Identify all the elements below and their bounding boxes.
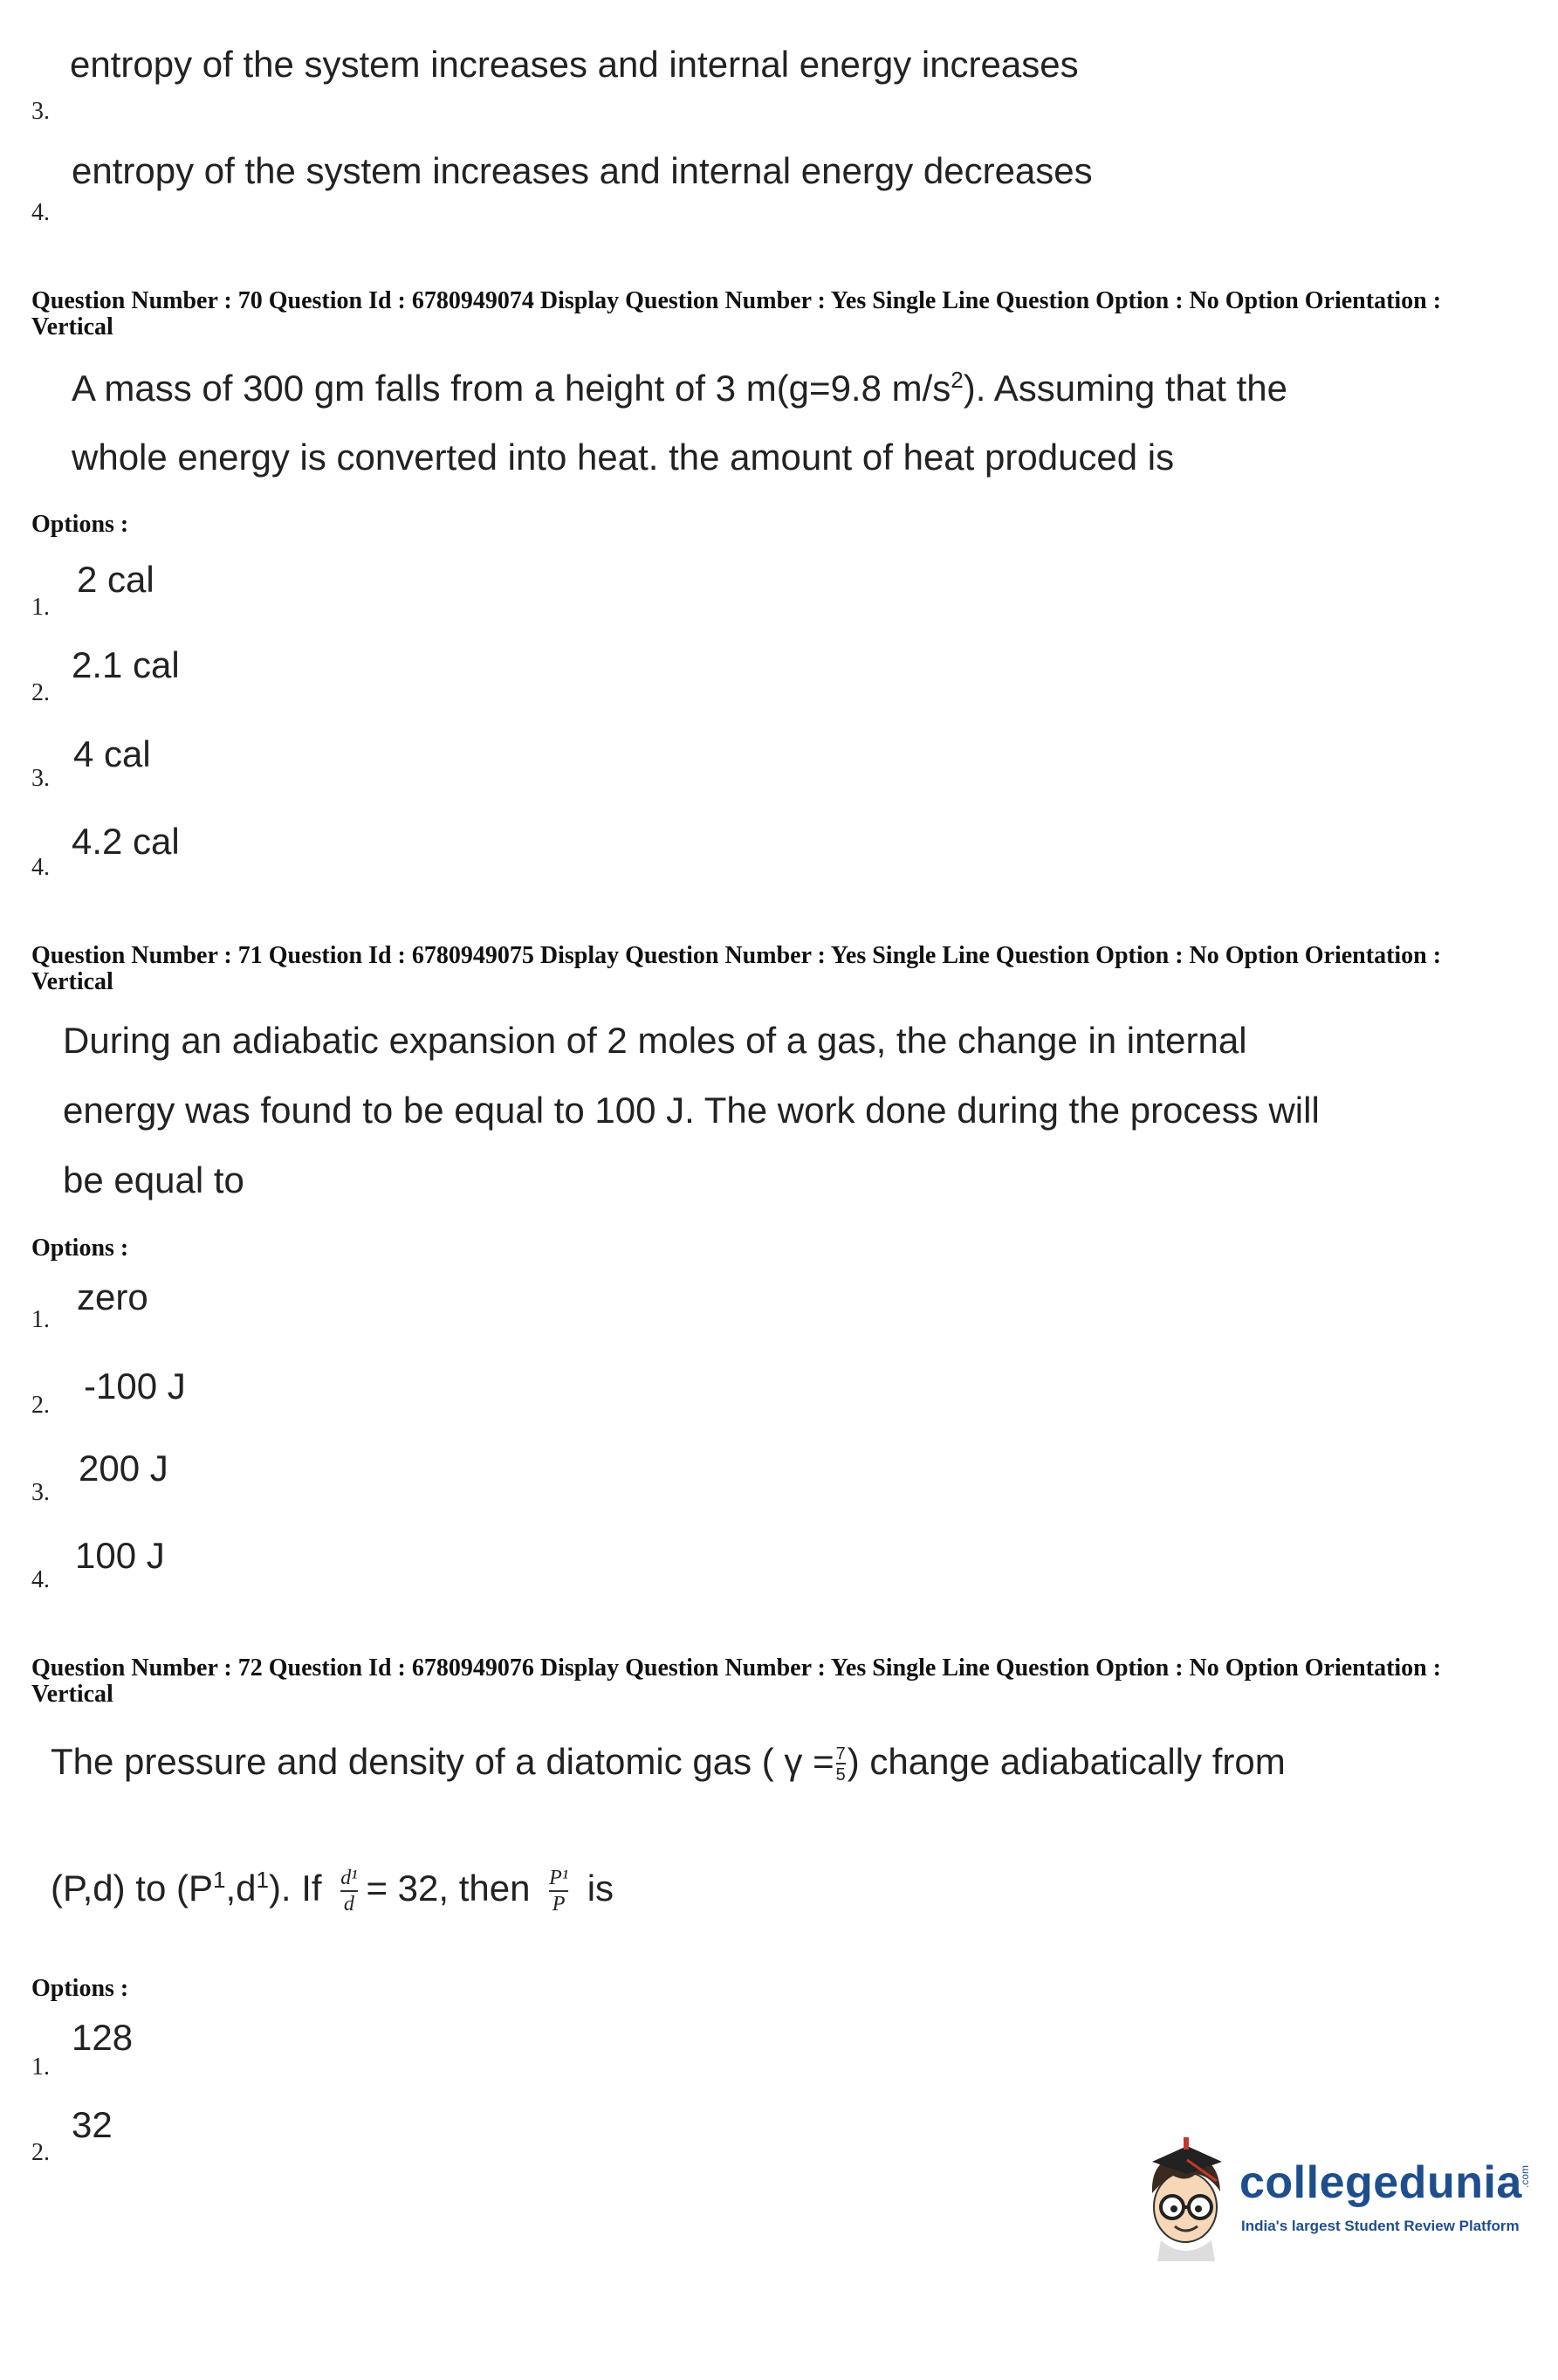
q70-option-3-number: 3. — [31, 765, 50, 792]
pressure-ratio-denominator: P — [549, 1890, 569, 1915]
prev-option-3-text: entropy of the system increases and internal energy increases — [70, 44, 1079, 85]
q71-option-2-number: 2. — [31, 1392, 50, 1419]
q71-options-label: Options : — [31, 1235, 129, 1262]
q71-option-4-text: 100 J — [75, 1535, 165, 1576]
q72-sup-2: 1 — [256, 1867, 269, 1893]
q72-text-line-1 — [51, 1736, 1286, 1788]
q70-text-1b: ). Assuming that the — [963, 368, 1287, 409]
q72-text-2a: (P,d) to (P — [51, 1868, 213, 1909]
q72-metadata: Question Number : 72 Question Id : 6780949076 Display Question Number : Yes Single Line Question Option : No Option Orientation : Vertical — [31, 1654, 1442, 1708]
q72-sup-1: 1 — [212, 1867, 226, 1893]
prev-option-3-number: 3. — [31, 98, 50, 125]
prev-option-4-number: 4. — [31, 199, 50, 226]
density-ratio-fraction — [337, 1868, 360, 1915]
q71-text-line-1: During an adiabatic expansion of 2 moles of a gas, the change in internal — [63, 1020, 1247, 1061]
mascot-icon — [1135, 2130, 1239, 2261]
q72-text-line-2 — [51, 1840, 614, 1928]
gamma-denominator: 5 — [836, 1763, 846, 1784]
density-ratio-denominator: d — [340, 1890, 358, 1915]
q71-option-3-number: 3. — [31, 1479, 50, 1506]
q72-option-1-number: 1. — [31, 2053, 50, 2081]
q72-option-2-number: 2. — [31, 2139, 50, 2166]
q70-option-2-text: 2.1 cal — [72, 644, 180, 685]
q72-option-1-text: 128 — [72, 2017, 134, 2058]
q71-option-1-number: 1. — [31, 1306, 50, 1333]
q70-option-4-text: 4.2 cal — [72, 821, 180, 862]
q70-text-line-1 — [72, 367, 1287, 409]
pressure-ratio-numerator: P¹ — [549, 1866, 569, 1889]
gamma-numerator: 7 — [835, 1744, 846, 1764]
q70-exponent: 2 — [951, 367, 964, 393]
q71-option-4-number: 4. — [31, 1566, 50, 1593]
q72-text-2b: ,d — [225, 1868, 257, 1909]
pressure-ratio-fraction — [546, 1868, 572, 1915]
q70-option-1-number: 1. — [31, 594, 50, 621]
logo-tagline: India's largest Student Review Platform — [1241, 2218, 1520, 2234]
q72-text-2e: is — [587, 1868, 614, 1909]
q70-text-1a: A mass of 300 gm falls from a height of 3 m(g=9.8 m/s — [72, 368, 951, 409]
density-ratio-numerator: d¹ — [340, 1866, 358, 1889]
logo-domain-suffix: .com — [1519, 2165, 1531, 2189]
collegedunia-logo — [1135, 2130, 1536, 2261]
q72-text-1a: The pressure and density of a diatomic gas ( γ = — [51, 1741, 834, 1782]
q71-text-line-2: energy was found to be equal to 100 J. The work done during the process will — [63, 1090, 1320, 1131]
q72-text-2c: ). If — [268, 1868, 322, 1909]
prev-option-4-text: entropy of the system increases and internal energy decreases — [72, 150, 1093, 191]
q71-text-line-3: be equal to — [63, 1159, 244, 1200]
q70-option-4-number: 4. — [31, 854, 50, 881]
q71-option-1-text: zero — [77, 1276, 148, 1317]
q70-option-2-number: 2. — [31, 679, 50, 706]
q70-option-3-text: 4 cal — [73, 733, 151, 774]
q71-metadata: Question Number : 71 Question Id : 6780949075 Display Question Number : Yes Single Line Question Option : No Option Orientation : Vertical — [31, 942, 1442, 995]
q72-options-label: Options : — [31, 1975, 129, 2002]
q72-text-1b: ) change adiabatically from — [847, 1741, 1286, 1782]
q72-option-2-text: 32 — [72, 2104, 113, 2145]
q72-text-2d: = 32, then — [366, 1868, 531, 1909]
q70-options-label: Options : — [31, 511, 129, 538]
gamma-fraction — [836, 1745, 846, 1784]
q70-option-1-text: 2 cal — [77, 559, 154, 600]
logo-wordmark: collegedunia — [1239, 2157, 1522, 2208]
q71-option-3-text: 200 J — [79, 1448, 168, 1489]
q71-option-2-text: -100 J — [84, 1365, 186, 1407]
q70-metadata: Question Number : 70 Question Id : 6780949074 Display Question Number : Yes Single Line Question Option : No Option Orientation : Vertical — [31, 287, 1442, 340]
q70-text-line-2: whole energy is converted into heat. the amount of heat produced is — [72, 437, 1175, 478]
